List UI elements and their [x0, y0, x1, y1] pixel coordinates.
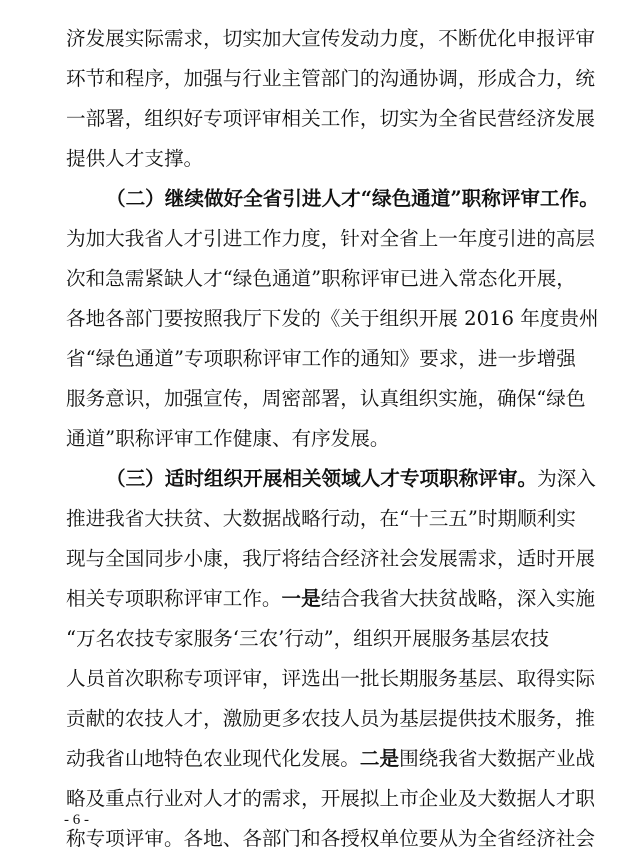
text-run: 贡献的农技人才，激励更多农技人员为基层提供技术服务，推: [66, 707, 596, 730]
text-line: [66, 219, 596, 259]
text-line: [66, 739, 596, 779]
text-run: 通道”职称评审工作健康、有序发展。: [66, 427, 390, 450]
text-run: 围绕我省大数据产业战: [399, 747, 596, 770]
text-line: [66, 819, 596, 859]
text-run: 服务意识，加强宣传，周密部署，认真组织实施，确保“绿色: [66, 387, 586, 410]
text-line: [66, 299, 599, 339]
text-line: [66, 59, 596, 99]
text-line: [66, 699, 596, 739]
text-run: 动我省山地特色农业现代化发展。: [66, 747, 360, 770]
text-line: [66, 19, 596, 59]
text-run: 一部署，组织好专项评审相关工作，切实为全省民营经济发展: [66, 107, 596, 130]
text-line: [66, 659, 596, 699]
text-line: [66, 619, 566, 659]
text-run: 推进我省大扶贫、大数据战略行动，在“十三五”时期顺利实: [66, 507, 576, 530]
text-run: 称专项评审。各地、各部门和各授权单位要从为全省经济社会: [66, 827, 596, 850]
text-run: “万名农技专家服务‘三农’行动”，组织开展服务基层农技: [66, 627, 550, 650]
text-run: 济发展实际需求，切实加大宣传发动力度，不断优化申报评审: [66, 27, 596, 50]
text-run: 为加大我省人才引进工作力度，针对全省上一年度引进的高层: [66, 227, 596, 250]
text-run: 次和急需紧缺人才“绿色通道”职称评审已进入常态化开展，: [66, 267, 576, 290]
text-line: [66, 779, 596, 819]
text-run: 现与全国同步小康，我厅将结合经济社会发展需求，适时开展: [66, 547, 596, 570]
text-run: 人员首次职称专项评审，评选出一批长期服务基层、取得实际: [66, 667, 596, 690]
text-run: 结合我省大扶贫战略，深入实施: [320, 587, 596, 610]
page-number: - 6 -: [64, 812, 89, 828]
text-run: 为深入: [537, 467, 596, 490]
emphasis-run: 一是: [281, 587, 321, 610]
text-run: 提供人才支撑。: [66, 147, 204, 170]
section-heading-line: [106, 459, 596, 499]
text-run: 各地各部门要按照我厅下发的《关于组织开展 2016 年度贵州: [66, 307, 599, 330]
text-line: [66, 139, 566, 179]
text-run: 相关专项职称评审工作。: [66, 587, 282, 610]
text-line: [66, 579, 596, 619]
text-line: [66, 419, 566, 459]
text-line: [66, 539, 596, 579]
section-heading: （三）适时组织开展相关领域人才专项职称评审。: [106, 467, 538, 490]
section-heading: （二）继续做好全省引进人才“绿色通道”职称评审工作。: [106, 187, 599, 210]
text-line: [66, 379, 586, 419]
emphasis-run: 二是: [359, 747, 400, 770]
text-line: [66, 339, 576, 379]
text-line: [66, 99, 596, 139]
text-line: [66, 259, 576, 299]
text-run: 环节和程序，加强与行业主管部门的沟通协调，形成合力，统: [66, 67, 596, 90]
text-run: 省“绿色通道”专项职称评审工作的通知》要求，进一步增强: [66, 347, 576, 370]
section-heading-line: [106, 179, 599, 219]
text-line: [66, 499, 576, 539]
text-run: 略及重点行业对人才的需求，开展拟上市企业及大数据人才职: [66, 787, 596, 810]
